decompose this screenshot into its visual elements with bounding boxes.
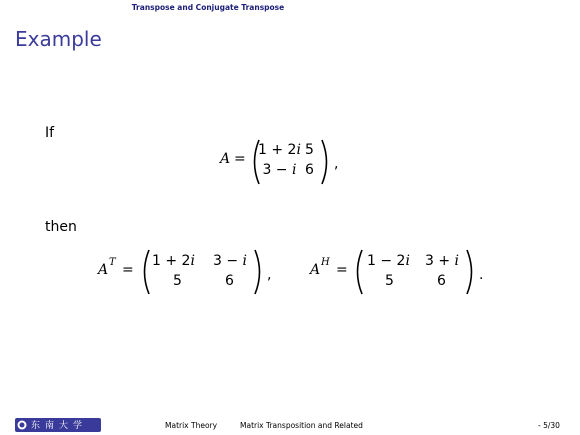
footer-course: Matrix Theory xyxy=(165,421,218,430)
right-paren xyxy=(253,248,265,296)
eq1-lhs: A xyxy=(220,151,231,167)
eq2-r2c1: 5 xyxy=(173,273,182,289)
eq2-r1c2: 3 − i xyxy=(213,253,248,269)
eq3-r2c2: 6 xyxy=(437,273,446,289)
eq3-equals: = xyxy=(336,262,348,278)
eq3-lhs-base: A xyxy=(310,262,321,278)
eq2-lhs-sup: T xyxy=(109,257,116,268)
eq2-trail: , xyxy=(267,267,272,283)
if-word: If xyxy=(45,125,55,141)
eq3-lhs-sup: H xyxy=(321,257,330,268)
equation-a xyxy=(220,138,370,188)
eq1-trail: , xyxy=(334,156,339,172)
left-paren xyxy=(352,248,364,296)
eq1-r1c2: 5 xyxy=(305,142,314,158)
eq3-r2c1: 5 xyxy=(385,273,394,289)
section-header: Transpose and Conjugate Transpose xyxy=(131,3,285,12)
equation-ah xyxy=(310,248,490,298)
eq2-lhs-base: A xyxy=(98,262,109,278)
frame-title: Example xyxy=(15,27,102,51)
eq2-r2c2: 6 xyxy=(225,273,234,289)
eq2-r1c1: 1 + 2i xyxy=(152,253,195,269)
eq3-trail: . xyxy=(479,267,484,283)
eq1-equals: = xyxy=(234,151,246,167)
eq3-r1c1: 1 − 2i xyxy=(367,253,410,269)
left-paren xyxy=(139,248,151,296)
eq2-equals: = xyxy=(122,262,134,278)
eq3-r1c2: 3 + i xyxy=(425,253,460,269)
then-word: then xyxy=(45,219,77,235)
right-paren xyxy=(320,138,332,186)
university-logo xyxy=(15,418,101,432)
logo-text: 东南大学 xyxy=(31,421,88,431)
eq1-r2c2: 6 xyxy=(305,162,314,178)
eq1-r2c1: 3 − i xyxy=(258,162,297,178)
footer-topic: Matrix Transposition and Related xyxy=(240,421,363,430)
page-number: - 5/30 xyxy=(538,421,560,430)
eq1-r1c1: 1 + 2i xyxy=(258,142,301,158)
right-paren xyxy=(465,248,477,296)
equation-at xyxy=(98,248,278,298)
emblem-icon xyxy=(17,420,27,430)
